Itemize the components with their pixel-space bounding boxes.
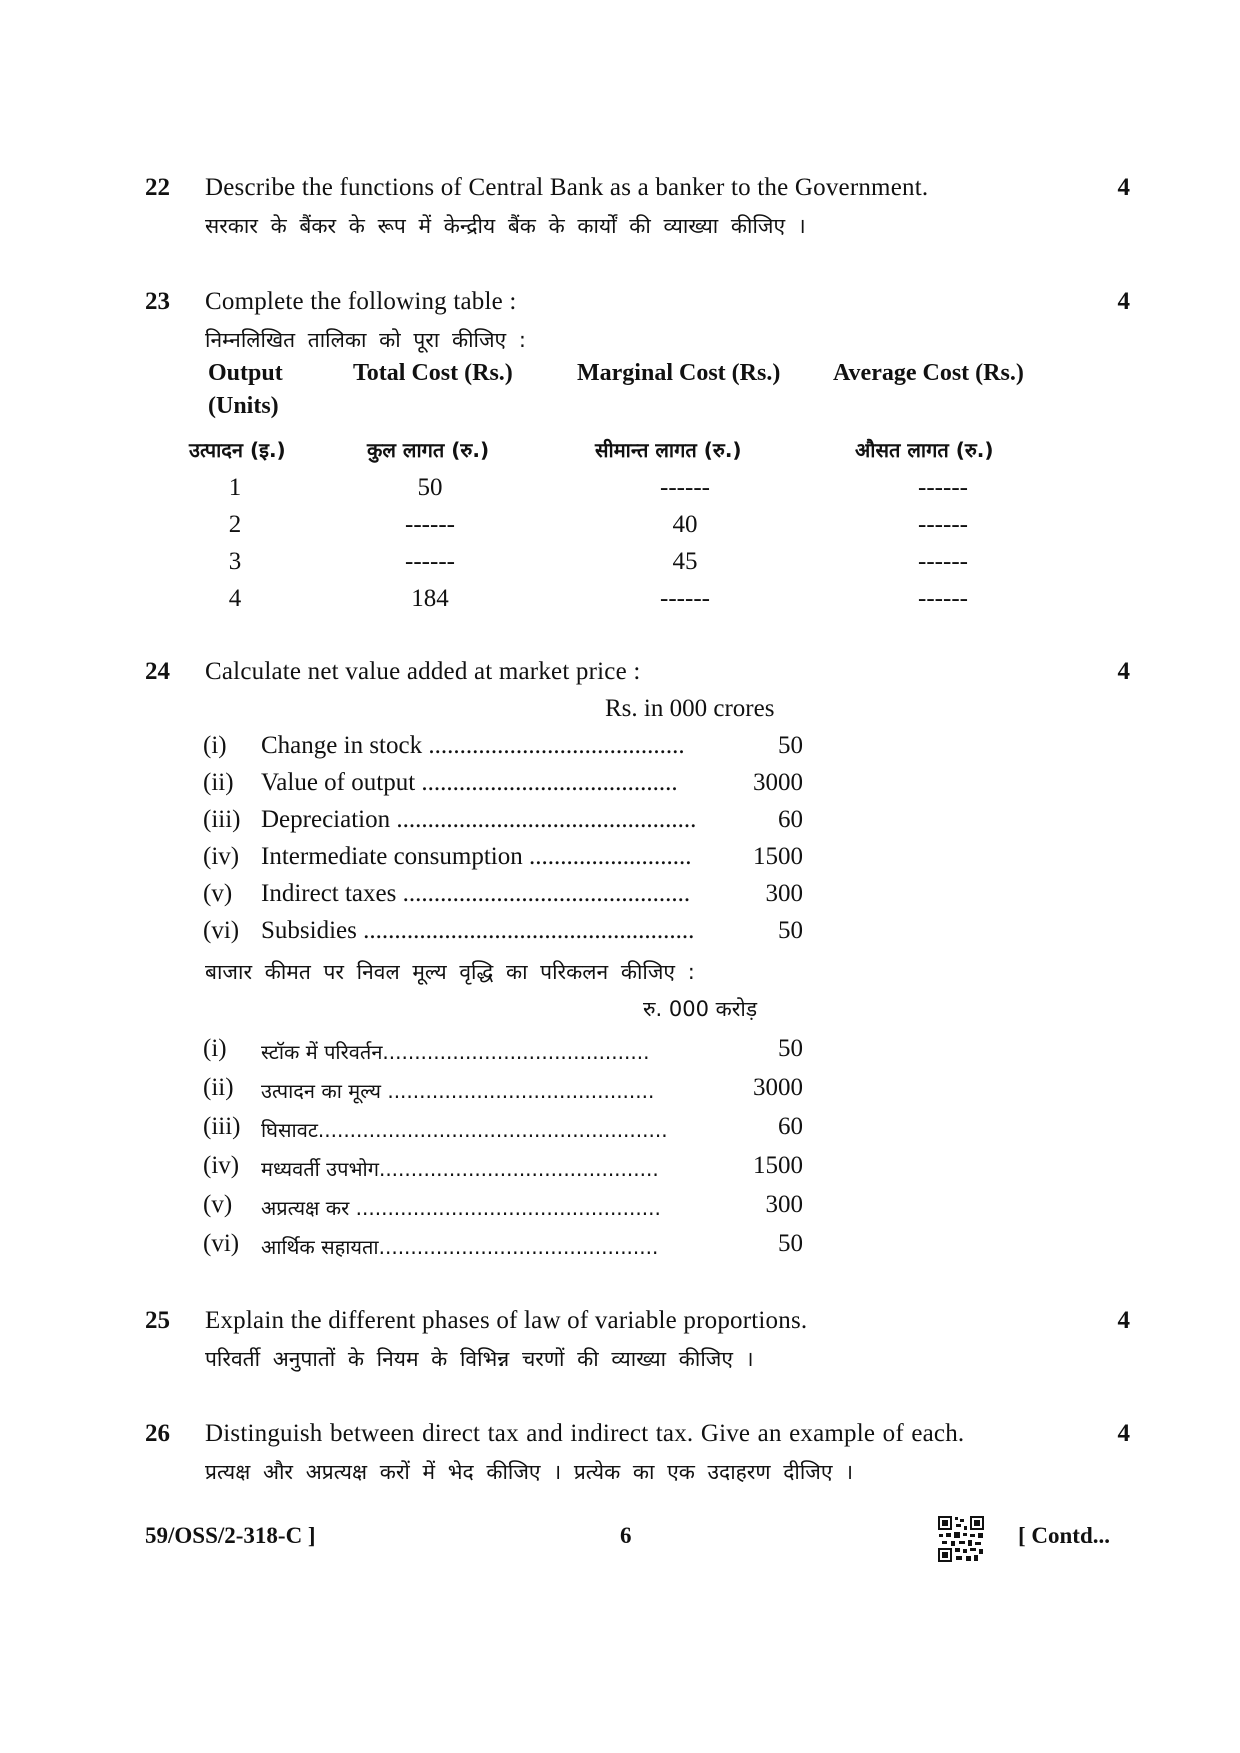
item-number: (ii) [203, 769, 234, 796]
unit-label-en: Rs. in 000 crores [605, 695, 775, 722]
item-label: आर्थिक सहायता............................................ [261, 1235, 659, 1259]
list-item [203, 843, 803, 877]
table-header-hi-output: उत्पादन (इ.) [189, 438, 286, 462]
question-text-hi: बाजार कीमत पर निवल मूल्य वृद्धि का परिकलन कीजिए : [205, 960, 695, 984]
question-number: 24 [145, 658, 170, 685]
item-number: (i) [203, 732, 227, 759]
item-label: अप्रत्यक्ष कर ................................................ [261, 1196, 661, 1220]
question-text-hi: निम्नलिखित तालिका को पूरा कीजिए : [205, 328, 526, 352]
item-number: (iv) [203, 1152, 240, 1179]
item-number: (iv) [203, 843, 240, 870]
question-text-en: Explain the different phases of law of variable proportions. [205, 1307, 808, 1334]
table-header-marginal-cost: Marginal Cost (Rs.) [577, 360, 781, 386]
question-number: 26 [145, 1420, 170, 1447]
item-number: (v) [203, 1191, 233, 1218]
list-item [203, 1191, 803, 1225]
table-header-hi-total-cost: कुल लागत (रु.) [367, 438, 490, 462]
table-cell: ------ [405, 511, 455, 538]
item-value: 1500 [753, 1152, 803, 1179]
paper-code: 59/OSS/2-318-C ] [145, 1523, 316, 1548]
list-item [203, 769, 803, 803]
table-cell: ------ [918, 585, 968, 612]
item-label: मध्यवर्ती उपभोग............................................ [261, 1157, 659, 1181]
table-header-units: (Units) [208, 393, 279, 419]
item-value: 300 [765, 880, 803, 907]
marks: 4 [1117, 174, 1130, 201]
item-value: 50 [778, 917, 803, 944]
item-number: (ii) [203, 1074, 234, 1101]
item-value: 50 [778, 1035, 803, 1062]
item-number: (vi) [203, 1230, 240, 1257]
item-label: स्टॉक में परिवर्तन.......................................... [261, 1040, 650, 1064]
table-cell: 50 [417, 474, 443, 501]
table-cell: ------ [918, 474, 968, 501]
item-number: (vi) [203, 917, 240, 944]
table-cell: ------ [660, 585, 710, 612]
table-cell: 3 [228, 548, 242, 575]
marks: 4 [1117, 288, 1130, 315]
question-text-en: Describe the functions of Central Bank as a banker to the Government. [205, 174, 929, 201]
item-label: Depreciation ................................................ [261, 806, 697, 833]
table-cell: ------ [918, 548, 968, 575]
item-label: Subsidies ..................................................... [261, 917, 695, 944]
table-cell: 45 [672, 548, 698, 575]
question-number: 25 [145, 1307, 170, 1334]
item-value: 50 [778, 1230, 803, 1257]
item-value: 1500 [753, 843, 803, 870]
item-number: (i) [203, 1035, 227, 1062]
item-value: 3000 [753, 769, 803, 796]
list-item [203, 880, 803, 914]
item-value: 3000 [753, 1074, 803, 1101]
item-number: (v) [203, 880, 233, 907]
question-text-en: Distinguish between direct tax and indirect tax. Give an example of each. [205, 1420, 965, 1447]
list-item [203, 806, 803, 840]
continued-label: [ Contd... [1018, 1523, 1111, 1548]
item-value: 50 [778, 732, 803, 759]
question-number: 22 [145, 174, 170, 201]
question-text-en: Calculate net value added at market price : [205, 658, 641, 685]
item-label: Indirect taxes .............................................. [261, 880, 691, 907]
question-text-en: Complete the following table : [205, 288, 517, 315]
table-header-total-cost: Total Cost (Rs.) [353, 360, 513, 386]
item-number: (iii) [203, 806, 241, 833]
table-cell: 4 [228, 585, 242, 612]
table-cell: ------ [405, 548, 455, 575]
table-cell: 40 [672, 511, 698, 538]
item-label: घिसावट....................................................... [261, 1118, 668, 1142]
qr-code-icon [937, 1515, 985, 1563]
marks: 4 [1117, 658, 1130, 685]
table-header-hi-marginal-cost: सीमान्त लागत (रु.) [595, 438, 742, 462]
item-label: Change in stock ......................................... [261, 732, 685, 759]
table-header-output: Output [208, 360, 283, 386]
item-value: 60 [778, 806, 803, 833]
list-item [203, 1113, 803, 1147]
item-label: Intermediate consumption .......................... [261, 843, 692, 870]
list-item [203, 1152, 803, 1186]
list-item [203, 1074, 803, 1108]
table-cell: ------ [660, 474, 710, 501]
item-label: Value of output ......................................... [261, 769, 678, 796]
table-cell: 184 [411, 585, 449, 612]
list-item [203, 732, 803, 766]
table-header-hi-average-cost: औसत लागत (रु.) [855, 438, 994, 462]
list-item [203, 1035, 803, 1069]
item-value: 300 [765, 1191, 803, 1218]
table-cell: 1 [228, 474, 242, 501]
question-text-hi: सरकार के बैंकर के रूप में केन्द्रीय बैंक के कार्यों की व्याख्या कीजिए । [205, 214, 806, 238]
list-item [203, 1230, 803, 1264]
question-text-hi: परिवर्ती अनुपातों के नियम के विभिन्न चरणों की व्याख्या कीजिए । [205, 1347, 754, 1371]
marks: 4 [1117, 1307, 1130, 1334]
item-number: (iii) [203, 1113, 241, 1140]
question-text-hi: प्रत्यक्ष और अप्रत्यक्ष करों में भेद कीजिए । प्रत्येक का एक उदाहरण दीजिए । [205, 1460, 854, 1484]
question-number: 23 [145, 288, 170, 315]
item-value: 60 [778, 1113, 803, 1140]
item-label: उत्पादन का मूल्य .......................................... [261, 1079, 655, 1103]
list-item [203, 917, 803, 951]
table-cell: 2 [228, 511, 242, 538]
unit-label-hi: रु. 000 करोड़ [643, 997, 758, 1021]
marks: 4 [1117, 1420, 1130, 1447]
table-cell: ------ [918, 511, 968, 538]
page-number: 6 [620, 1523, 632, 1548]
table-header-average-cost: Average Cost (Rs.) [833, 360, 1024, 386]
